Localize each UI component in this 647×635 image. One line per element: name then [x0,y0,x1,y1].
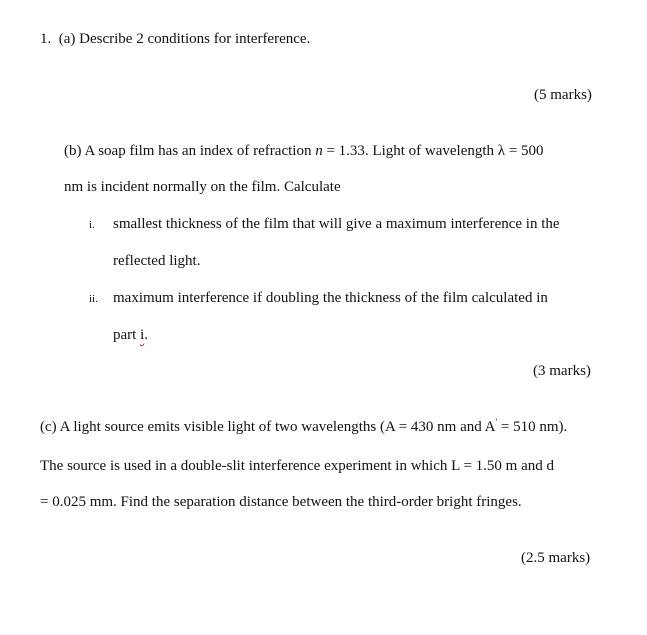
part-b-text-3: = 500 [508,143,544,159]
part-c-line-3: = 0.025 mm. Find the separation distance between the third-order bright fringes. [40,494,522,510]
part-b-line-2: nm is incident normally on the film. Calculate [64,179,341,195]
part-c-marks: (2.5 marks) [521,550,591,566]
lambda-symbol: λ [497,143,506,159]
prime-mark: ' [495,417,498,427]
item-ii-part-ref: i [140,327,145,343]
part-b-text-2: = 1.33. Light of wavelength [326,143,495,159]
part-c-line-2: The source is used in a double-slit interference experiment in which L = 1.50 m and d [40,458,554,474]
item-ii-line-2 [113,326,148,344]
part-a-label: (a) [58,31,76,47]
item-ii-period: . [144,327,148,343]
part-b-line-1 [64,142,544,160]
part-a-marks: (5 marks) [534,87,592,103]
item-ii-marker: ii. [89,293,98,305]
item-ii-line-1: maximum interference if doubling the thickness of the film calculated in [113,290,548,306]
question-1-part-a [40,30,310,48]
part-a-text: Describe 2 conditions for interference. [79,31,311,47]
part-b-label: (b) [64,143,82,159]
part-c-text-2: = 510 nm). [500,419,568,435]
part-b-marks: (3 marks) [533,363,591,379]
question-number: 1. [40,31,52,47]
item-i-line-1: smallest thickness of the film that will give a maximum interference in the [113,216,560,232]
part-b-text-1: A soap film has an index of refraction [84,143,312,159]
item-i-line-2: reflected light. [113,253,201,269]
item-i-marker: i. [89,219,95,231]
part-c-line-1 [40,418,567,436]
item-ii-part-word: part [113,327,137,343]
part-c-text-1: A light source emits visible light of two wavelengths (A = 430 nm and A [59,419,496,435]
part-c-label: (c) [40,419,57,435]
n-symbol: n [315,143,323,159]
